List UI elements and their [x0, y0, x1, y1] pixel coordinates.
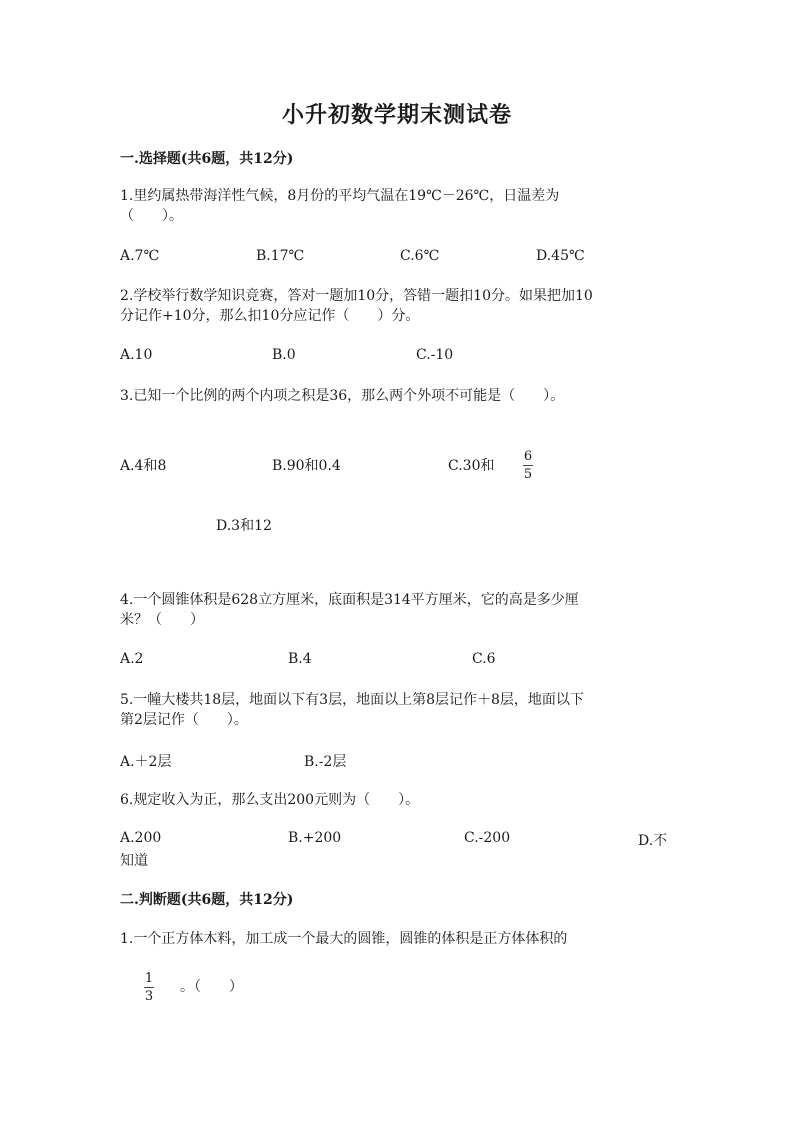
question-6-option-d-cont: 知道 — [120, 853, 148, 869]
page-title: 小升初数学期末测试卷 — [281, 102, 512, 128]
question-4-option-b[interactable]: B.4 — [288, 651, 312, 667]
question-2-option-b[interactable]: B.0 — [272, 347, 296, 363]
question-6-option-b[interactable]: B.+200 — [288, 830, 342, 846]
question-6-option-d[interactable]: D.不 — [638, 833, 668, 849]
question-3-option-d[interactable]: D.3和12 — [216, 518, 272, 534]
section-heading-judgement: 二.判断题(共6题，共12分) — [120, 892, 294, 908]
question-1-option-a[interactable]: A.7℃ — [120, 248, 160, 264]
question-2-text: 2.学校举行数学知识竞赛，答对一题加10分，答错一题扣10分。如果把加10 — [120, 288, 593, 304]
judgement-1-answer-blank[interactable]: 。（ ） — [180, 979, 243, 995]
question-4-text: 4.一个圆锥体积是628立方厘米，底面积是314平方厘米，它的高是多少厘 — [120, 592, 579, 608]
question-3-option-b[interactable]: B.90和0.4 — [272, 458, 341, 474]
question-3-option-c[interactable]: C.30和 — [448, 458, 495, 474]
fraction-bar — [144, 987, 154, 988]
fraction-numerator: 6 — [523, 449, 533, 464]
question-1-option-d[interactable]: D.45℃ — [536, 248, 585, 264]
question-4-option-c[interactable]: C.6 — [472, 651, 496, 667]
judgement-1-text: 1.一个正方体木料，加工成一个最大的圆锥，圆锥的体积是正方体体积的 — [120, 931, 568, 947]
question-5-option-a[interactable]: A.＋2层 — [120, 754, 172, 770]
fraction-denominator: 3 — [144, 989, 154, 1004]
question-2-option-c[interactable]: C.-10 — [416, 347, 454, 363]
fraction-numerator: 1 — [144, 971, 154, 986]
question-1-text: 1.里约属热带海洋性气候，8月份的平均气温在19℃－26℃，日温差为 — [120, 188, 560, 204]
fraction-denominator: 5 — [523, 467, 533, 482]
question-3-option-a[interactable]: A.4和8 — [120, 458, 167, 474]
question-2-option-a[interactable]: A.10 — [120, 347, 153, 363]
question-5-text-cont: 第2层记作（ ）。 — [120, 712, 248, 728]
question-5-text: 5.一幢大楼共18层，地面以下有3层，地面以上第8层记作＋8层，地面以下 — [120, 692, 584, 708]
question-5-option-b[interactable]: B.-2层 — [304, 754, 347, 770]
question-1-option-c[interactable]: C.6℃ — [400, 248, 440, 264]
question-3-text: 3.已知一个比例的两个内项之积是36，那么两个外项不可能是（ ）。 — [120, 388, 565, 404]
question-3-fraction — [523, 449, 533, 482]
question-6-text: 6.规定收入为正，那么支出200元则为（ ）。 — [120, 792, 420, 808]
question-1-text-cont: （ ）。 — [120, 208, 183, 224]
question-6-option-a[interactable]: A.200 — [120, 830, 162, 846]
question-2-text-cont: 分记作+10分，那么扣10分应记作（ ）分。 — [120, 308, 420, 324]
question-6-option-c[interactable]: C.-200 — [464, 830, 511, 846]
question-1-option-b[interactable]: B.17℃ — [256, 248, 305, 264]
question-4-option-a[interactable]: A.2 — [120, 651, 144, 667]
question-4-text-cont: 米？（ ） — [120, 612, 204, 628]
fraction-bar — [523, 465, 533, 466]
judgement-1-fraction — [144, 971, 154, 1004]
section-heading-choice: 一.选择题(共6题，共12分) — [120, 151, 294, 167]
